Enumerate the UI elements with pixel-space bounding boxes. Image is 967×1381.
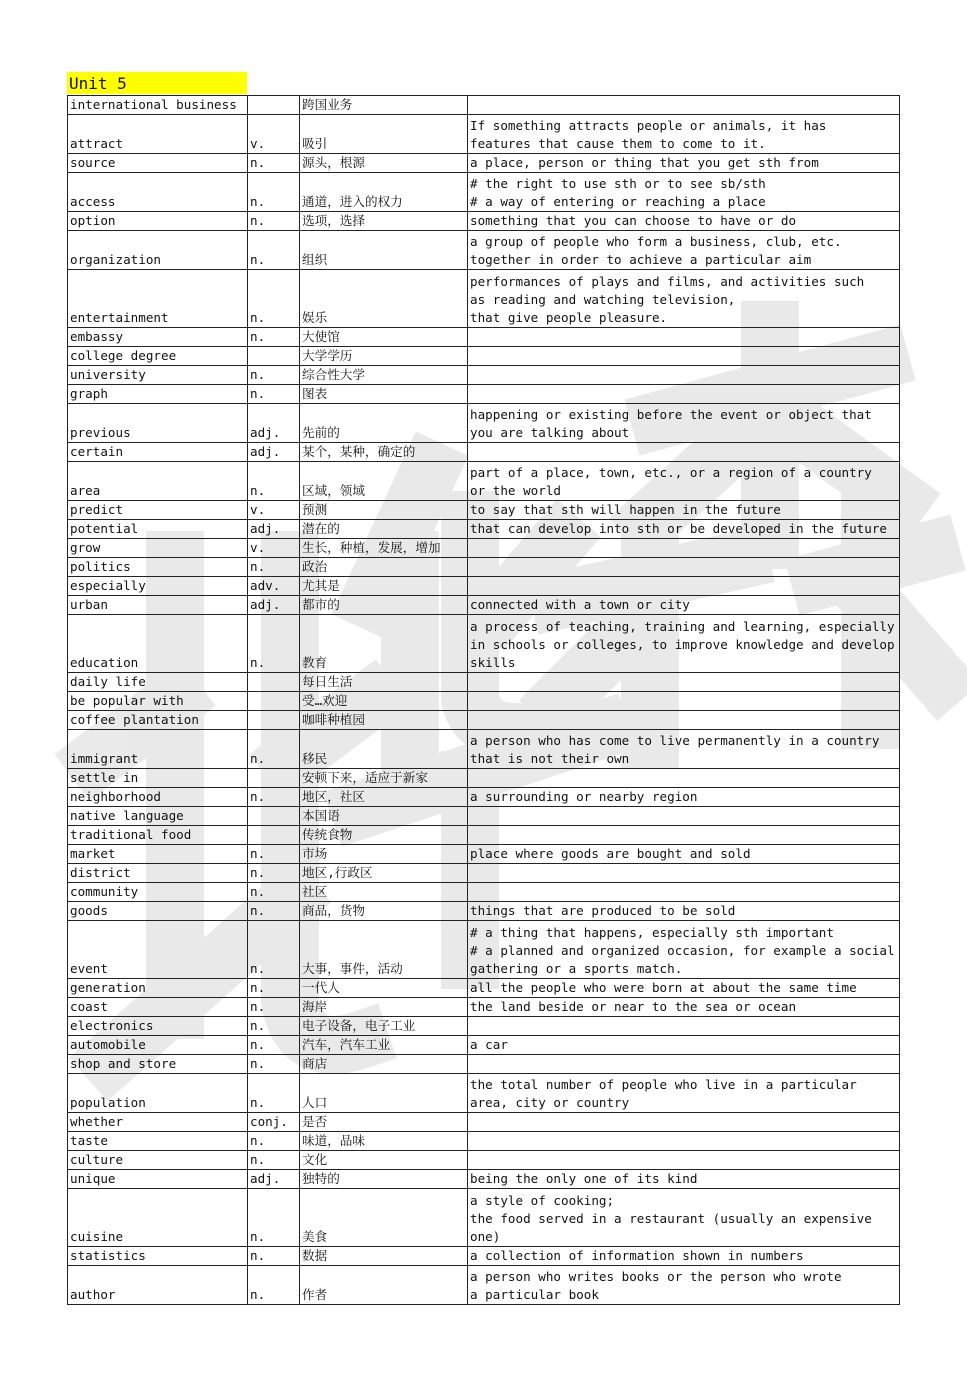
word-cell: settle in xyxy=(68,769,248,788)
definition-cell xyxy=(468,864,900,883)
table-row xyxy=(68,979,900,998)
pos-cell xyxy=(248,711,300,730)
chinese-meaning-cell: 传统食物 xyxy=(300,826,468,845)
table-row xyxy=(68,539,900,558)
definition-cell xyxy=(468,883,900,902)
word-cell: whether xyxy=(68,1113,248,1132)
definition-cell: all the people who were born at about the same time xyxy=(468,979,900,998)
table-row xyxy=(68,347,900,366)
word-cell: especially xyxy=(68,577,248,596)
word-cell: graph xyxy=(68,385,248,404)
definition-cell xyxy=(468,558,900,577)
pos-cell: n. xyxy=(248,730,300,769)
word-cell: event xyxy=(68,921,248,979)
chinese-meaning-cell: 安顿下来，适应于新家 xyxy=(300,769,468,788)
definition-cell xyxy=(468,673,900,692)
pos-cell: n. xyxy=(248,1151,300,1170)
pos-cell: n. xyxy=(248,366,300,385)
definition-cell: a group of people who form a business, club, etc. together in order to achieve a particular aim xyxy=(468,231,900,270)
pos-cell: n. xyxy=(248,231,300,270)
chinese-meaning-cell: 海岸 xyxy=(300,998,468,1017)
table-row xyxy=(68,577,900,596)
definition-cell: to say that sth will happen in the future xyxy=(468,501,900,520)
word-cell: option xyxy=(68,212,248,231)
word-cell: education xyxy=(68,615,248,673)
table-row xyxy=(68,615,900,673)
definition-cell xyxy=(468,577,900,596)
pos-cell: n. xyxy=(248,385,300,404)
table-row xyxy=(68,270,900,328)
chinese-meaning-cell: 组织 xyxy=(300,231,468,270)
definition-cell xyxy=(468,711,900,730)
pos-cell: v. xyxy=(248,115,300,154)
definition-cell xyxy=(468,1132,900,1151)
pos-cell: n. xyxy=(248,921,300,979)
definition-cell xyxy=(468,1113,900,1132)
definition-cell xyxy=(468,692,900,711)
chinese-meaning-cell: 预测 xyxy=(300,501,468,520)
table-row xyxy=(68,558,900,577)
word-cell: urban xyxy=(68,596,248,615)
definition-cell xyxy=(468,826,900,845)
pos-cell: n. xyxy=(248,462,300,501)
word-cell: neighborhood xyxy=(68,788,248,807)
table-row xyxy=(68,807,900,826)
chinese-meaning-cell: 作者 xyxy=(300,1266,468,1305)
definition-cell: a person who writes books or the person who wrote a particular book xyxy=(468,1266,900,1305)
chinese-meaning-cell: 汽车，汽车工业 xyxy=(300,1036,468,1055)
table-row xyxy=(68,154,900,173)
definition-cell xyxy=(468,1055,900,1074)
definition-cell xyxy=(468,443,900,462)
definition-cell xyxy=(468,366,900,385)
chinese-meaning-cell: 综合性大学 xyxy=(300,366,468,385)
pos-cell: n. xyxy=(248,328,300,347)
table-row xyxy=(68,404,900,443)
table-row xyxy=(68,1247,900,1266)
table-row xyxy=(68,883,900,902)
table-row xyxy=(68,443,900,462)
definition-cell: # the right to use sth or to see sb/sth # a way of entering or reaching a place xyxy=(468,173,900,212)
word-cell: entertainment xyxy=(68,270,248,328)
vocabulary-table-body xyxy=(68,96,900,1305)
table-row xyxy=(68,692,900,711)
chinese-meaning-cell: 本国语 xyxy=(300,807,468,826)
table-row xyxy=(68,1113,900,1132)
definition-cell: a person who has come to live permanently in a country that is not their own xyxy=(468,730,900,769)
definition-cell: a car xyxy=(468,1036,900,1055)
word-cell: organization xyxy=(68,231,248,270)
unit-title: Unit 5 xyxy=(67,72,247,94)
pos-cell: adj. xyxy=(248,1170,300,1189)
definition-cell xyxy=(468,1017,900,1036)
chinese-meaning-cell: 一代人 xyxy=(300,979,468,998)
table-row xyxy=(68,115,900,154)
pos-cell: n. xyxy=(248,1132,300,1151)
table-row xyxy=(68,1266,900,1305)
pos-cell: n. xyxy=(248,998,300,1017)
table-row xyxy=(68,1132,900,1151)
table-row xyxy=(68,1036,900,1055)
chinese-meaning-cell: 政治 xyxy=(300,558,468,577)
table-row xyxy=(68,173,900,212)
table-row xyxy=(68,673,900,692)
table-row xyxy=(68,864,900,883)
word-cell: goods xyxy=(68,902,248,921)
word-cell: population xyxy=(68,1074,248,1113)
definition-cell: the land beside or near to the sea or ocean xyxy=(468,998,900,1017)
table-row xyxy=(68,501,900,520)
word-cell: traditional food xyxy=(68,826,248,845)
definition-cell: a style of cooking; the food served in a restaurant (usually an expensive one) xyxy=(468,1189,900,1247)
chinese-meaning-cell: 吸引 xyxy=(300,115,468,154)
definition-cell: a place, person or thing that you get sth from xyxy=(468,154,900,173)
word-cell: grow xyxy=(68,539,248,558)
definition-cell xyxy=(468,385,900,404)
definition-cell xyxy=(468,1151,900,1170)
table-row xyxy=(68,596,900,615)
word-cell: be popular with xyxy=(68,692,248,711)
table-row xyxy=(68,462,900,501)
chinese-meaning-cell: 电子设备，电子工业 xyxy=(300,1017,468,1036)
table-row xyxy=(68,1017,900,1036)
pos-cell: n. xyxy=(248,1017,300,1036)
chinese-meaning-cell: 区域，领域 xyxy=(300,462,468,501)
table-row xyxy=(68,1151,900,1170)
word-cell: attract xyxy=(68,115,248,154)
table-row xyxy=(68,845,900,864)
word-cell: embassy xyxy=(68,328,248,347)
chinese-meaning-cell: 源头，根源 xyxy=(300,154,468,173)
table-row xyxy=(68,921,900,979)
chinese-meaning-cell: 移民 xyxy=(300,730,468,769)
pos-cell xyxy=(248,807,300,826)
pos-cell: conj. xyxy=(248,1113,300,1132)
chinese-meaning-cell: 某个，某种，确定的 xyxy=(300,443,468,462)
pos-cell xyxy=(248,692,300,711)
chinese-meaning-cell: 图表 xyxy=(300,385,468,404)
chinese-meaning-cell: 味道，品味 xyxy=(300,1132,468,1151)
word-cell: access xyxy=(68,173,248,212)
chinese-meaning-cell: 独特的 xyxy=(300,1170,468,1189)
word-cell: coast xyxy=(68,998,248,1017)
word-cell: potential xyxy=(68,520,248,539)
definition-cell: something that you can choose to have or do xyxy=(468,212,900,231)
table-row xyxy=(68,730,900,769)
chinese-meaning-cell: 商店 xyxy=(300,1055,468,1074)
chinese-meaning-cell: 咖啡种植园 xyxy=(300,711,468,730)
chinese-meaning-cell: 选项，选择 xyxy=(300,212,468,231)
definition-cell: being the only one of its kind xyxy=(468,1170,900,1189)
word-cell: certain xyxy=(68,443,248,462)
pos-cell: n. xyxy=(248,270,300,328)
pos-cell: n. xyxy=(248,979,300,998)
definition-cell xyxy=(468,807,900,826)
chinese-meaning-cell: 都市的 xyxy=(300,596,468,615)
pos-cell: n. xyxy=(248,883,300,902)
definition-cell xyxy=(468,328,900,347)
pos-cell xyxy=(248,673,300,692)
word-cell: college degree xyxy=(68,347,248,366)
definition-cell: If something attracts people or animals, it has features that cause them to come to it. xyxy=(468,115,900,154)
pos-cell: n. xyxy=(248,1036,300,1055)
word-cell: native language xyxy=(68,807,248,826)
word-cell: statistics xyxy=(68,1247,248,1266)
chinese-meaning-cell: 生长，种植，发展，增加 xyxy=(300,539,468,558)
table-row xyxy=(68,212,900,231)
chinese-meaning-cell: 大事，事件，活动 xyxy=(300,921,468,979)
pos-cell: n. xyxy=(248,845,300,864)
chinese-meaning-cell: 市场 xyxy=(300,845,468,864)
definition-cell: performances of plays and films, and activities such as reading and watching television, that give people pleasure. xyxy=(468,270,900,328)
chinese-meaning-cell: 地区，社区 xyxy=(300,788,468,807)
chinese-meaning-cell: 大学学历 xyxy=(300,347,468,366)
pos-cell: n. xyxy=(248,558,300,577)
pos-cell: v. xyxy=(248,501,300,520)
pos-cell: n. xyxy=(248,902,300,921)
word-cell: automobile xyxy=(68,1036,248,1055)
chinese-meaning-cell: 每日生活 xyxy=(300,673,468,692)
table-row xyxy=(68,711,900,730)
chinese-meaning-cell: 教育 xyxy=(300,615,468,673)
pos-cell: n. xyxy=(248,173,300,212)
table-row xyxy=(68,1055,900,1074)
word-cell: culture xyxy=(68,1151,248,1170)
pos-cell xyxy=(248,826,300,845)
definition-cell: happening or existing before the event or object that you are talking about xyxy=(468,404,900,443)
table-row xyxy=(68,328,900,347)
pos-cell: adj. xyxy=(248,520,300,539)
word-cell: taste xyxy=(68,1132,248,1151)
word-cell: market xyxy=(68,845,248,864)
pos-cell: n. xyxy=(248,1074,300,1113)
chinese-meaning-cell: 先前的 xyxy=(300,404,468,443)
word-cell: coffee plantation xyxy=(68,711,248,730)
table-row xyxy=(68,231,900,270)
pos-cell: n. xyxy=(248,1247,300,1266)
chinese-meaning-cell: 商品，货物 xyxy=(300,902,468,921)
pos-cell xyxy=(248,769,300,788)
pos-cell: n. xyxy=(248,788,300,807)
pos-cell: n. xyxy=(248,154,300,173)
word-cell: cuisine xyxy=(68,1189,248,1247)
definition-cell xyxy=(468,769,900,788)
chinese-meaning-cell: 受…欢迎 xyxy=(300,692,468,711)
chinese-meaning-cell: 数据 xyxy=(300,1247,468,1266)
word-cell: previous xyxy=(68,404,248,443)
pos-cell: n. xyxy=(248,1055,300,1074)
table-row xyxy=(68,998,900,1017)
word-cell: area xyxy=(68,462,248,501)
definition-cell: # a thing that happens, especially sth important # a planned and organized occasion, for example a social gathering or a sports match. xyxy=(468,921,900,979)
pos-cell: n. xyxy=(248,864,300,883)
pos-cell: v. xyxy=(248,539,300,558)
pos-cell: n. xyxy=(248,1266,300,1305)
chinese-meaning-cell: 尤其是 xyxy=(300,577,468,596)
word-cell: unique xyxy=(68,1170,248,1189)
word-cell: district xyxy=(68,864,248,883)
chinese-meaning-cell: 地区,行政区 xyxy=(300,864,468,883)
word-cell: politics xyxy=(68,558,248,577)
chinese-meaning-cell: 美食 xyxy=(300,1189,468,1247)
word-cell: immigrant xyxy=(68,730,248,769)
vocabulary-table xyxy=(67,95,900,1305)
definition-cell: a process of teaching, training and learning, especially in schools or colleges, to improve knowledge and develop skills xyxy=(468,615,900,673)
table-row xyxy=(68,826,900,845)
table-row xyxy=(68,1170,900,1189)
definition-cell: connected with a town or city xyxy=(468,596,900,615)
word-cell: source xyxy=(68,154,248,173)
pos-cell xyxy=(248,96,300,115)
word-cell: shop and store xyxy=(68,1055,248,1074)
table-row xyxy=(68,520,900,539)
definition-cell xyxy=(468,96,900,115)
table-row xyxy=(68,788,900,807)
chinese-meaning-cell: 文化 xyxy=(300,1151,468,1170)
chinese-meaning-cell: 跨国业务 xyxy=(300,96,468,115)
table-row xyxy=(68,902,900,921)
table-row xyxy=(68,1074,900,1113)
definition-cell: things that are produced to be sold xyxy=(468,902,900,921)
chinese-meaning-cell: 人口 xyxy=(300,1074,468,1113)
pos-cell: n. xyxy=(248,212,300,231)
pos-cell: adj. xyxy=(248,443,300,462)
word-cell: electronics xyxy=(68,1017,248,1036)
chinese-meaning-cell: 是否 xyxy=(300,1113,468,1132)
word-cell: international business xyxy=(68,96,248,115)
chinese-meaning-cell: 通道，进入的权力 xyxy=(300,173,468,212)
pos-cell: n. xyxy=(248,615,300,673)
chinese-meaning-cell: 社区 xyxy=(300,883,468,902)
word-cell: university xyxy=(68,366,248,385)
definition-cell: part of a place, town, etc., or a region of a country or the world xyxy=(468,462,900,501)
definition-cell: a collection of information shown in numbers xyxy=(468,1247,900,1266)
pos-cell: n. xyxy=(248,1189,300,1247)
definition-cell: the total number of people who live in a particular area, city or country xyxy=(468,1074,900,1113)
pos-cell xyxy=(248,347,300,366)
word-cell: community xyxy=(68,883,248,902)
pos-cell: adv. xyxy=(248,577,300,596)
definition-cell: a surrounding or nearby region xyxy=(468,788,900,807)
chinese-meaning-cell: 大使馆 xyxy=(300,328,468,347)
definition-cell: that can develop into sth or be developed in the future xyxy=(468,520,900,539)
word-cell: generation xyxy=(68,979,248,998)
pos-cell: adj. xyxy=(248,596,300,615)
word-cell: author xyxy=(68,1266,248,1305)
table-row xyxy=(68,96,900,115)
definition-cell xyxy=(468,539,900,558)
table-row xyxy=(68,769,900,788)
chinese-meaning-cell: 潜在的 xyxy=(300,520,468,539)
pos-cell: adj. xyxy=(248,404,300,443)
table-row xyxy=(68,1189,900,1247)
definition-cell: place where goods are bought and sold xyxy=(468,845,900,864)
chinese-meaning-cell: 娱乐 xyxy=(300,270,468,328)
word-cell: predict xyxy=(68,501,248,520)
table-row xyxy=(68,385,900,404)
definition-cell xyxy=(468,347,900,366)
table-row xyxy=(68,366,900,385)
word-cell: daily life xyxy=(68,673,248,692)
